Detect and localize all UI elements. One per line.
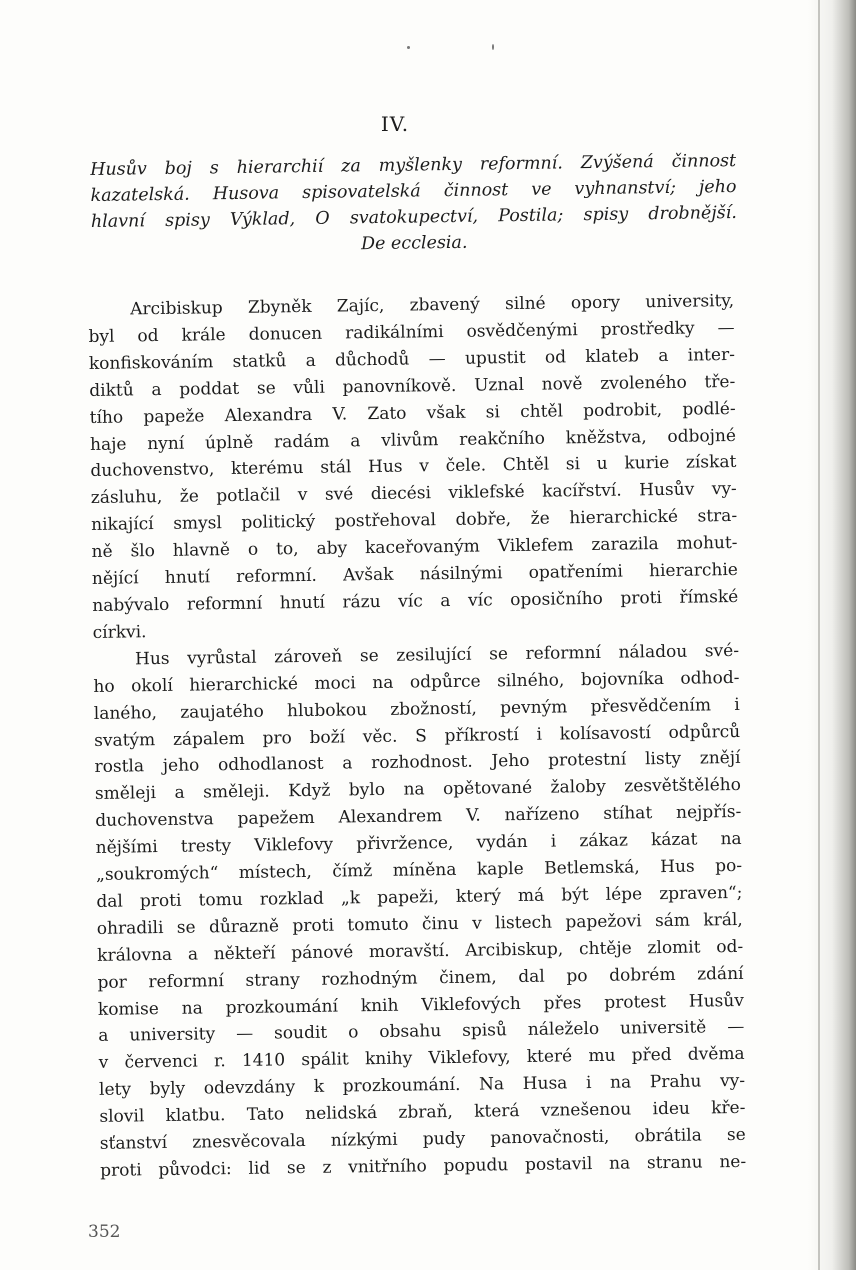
dust-speck (492, 44, 494, 50)
text-line: haje nyní úplně radám a vlivům reakčního kněžstva, odbojné (89, 425, 737, 455)
text-line: nikající smysl politický postřehoval dobře, že hierarchické stra- (91, 506, 738, 536)
text-line: nabývalo reformní hnutí rázu víc a víc oposičního proti římské (92, 586, 739, 616)
text-line: byl od krále donucen radikálními osvědčenými prostředky — (88, 317, 735, 347)
text-line: rostla jeho odhodlanost a rozhodnost. Jeho protestní listy znějí (94, 748, 741, 778)
text-line: církvi. (92, 622, 147, 643)
text-line: nějící hnutí reformní. Avšak násilnými opatřeními hierarchie (91, 560, 739, 590)
text-line: v červenci r. 1410 spálit knihy Viklefovy, které mu před dvěma (98, 1044, 745, 1074)
chapter-heading: IV. (380, 112, 410, 136)
text-line: sťanství znesvěcovala nízkými pudy panovačnosti, obrátila se (99, 1124, 746, 1155)
text-line: slovil klatbu. Tato nelidská zbraň, která vznešenou ideu kře- (99, 1098, 746, 1128)
text-line: královna a někteří pánové moravští. Arcibiskup, chtěje zlomit od- (97, 936, 744, 966)
text-line: nějšími tresty Viklefovy přivržence, vydán i zákaz kázat na (95, 829, 742, 859)
text-line: komise na prozkoumání knih Viklefových přes protest Husův (97, 990, 745, 1020)
page-edge-shadow (808, 0, 856, 1270)
text-line: ohradili se důrazně proti tomuto činu v listech papežovi sám král, (96, 909, 743, 939)
dust-speck (407, 46, 410, 49)
text-line: směleji a směleji. Když bylo na opětované žaloby zesvětštělého (94, 775, 742, 805)
text-line: tího papeže Alexandra V. Zato však si chtěl podrobit, podlé- (89, 398, 736, 428)
summary-line: kazatelská. Husova spisovatelská činnost ve vyhnanství; jeho (90, 176, 737, 206)
summary-line: Husův boj s hierarchií za myšlenky reformní. Zvýšená činnost (90, 150, 737, 180)
text-line: Hus vyrůstal zároveň se zesilující se reformní náladou své- (134, 640, 740, 670)
page-edge-line (818, 0, 820, 1270)
text-line: duchovenstvo, kterému stál Hus v čele. Chtěl si u kurie získat (90, 452, 737, 482)
summary-line: hlavní spisy Výklad, O svatokupectví, Postila; spisy drobnější. (90, 202, 737, 232)
body-text (88, 288, 746, 1185)
text-line: proti původci: lid se z vnitřního popudu postavil na stranu ne- (100, 1151, 747, 1181)
text-line: ně šlo hlavně o to, aby kaceřovaným Viklefem zarazila mohut- (91, 533, 738, 563)
text-line: duchovenstva papežem Alexandrem V. nařízeno stíhat nejpřís- (95, 802, 742, 832)
paragraph-2 (93, 638, 746, 1185)
text-line: a university — soudit o obsahu spisů náleželo universitě — (98, 1017, 745, 1047)
text-line: dal proti tomu rozklad „k papeži, který má být lépe zpraven“; (96, 882, 743, 912)
text-line: „soukromých“ místech, čímž míněna kaple Betlemská, Hus po- (95, 855, 743, 885)
summary-line: De ecclesia. (360, 232, 468, 255)
text-line: zásluhu, že potlačil v své diecési viklefské kacířství. Husův vy- (90, 479, 737, 509)
text-line: por reformní strany rozhodným činem, dal po dobrém zdání (97, 963, 744, 993)
text-line: laného, zaujatého hlubokou zbožností, pevným přesvědčením i (93, 694, 740, 724)
text-line: konfiskováním statků a důchodů — upustit od klateb a inter- (88, 344, 736, 374)
text-line: diktů a poddat se vůli panovníkově. Uznal nově zvoleného tře- (89, 371, 736, 401)
text-line: Arcibiskup Zbyněk Zajíc, zbavený silné opory university, (130, 290, 735, 320)
chapter-summary (90, 148, 737, 261)
paragraph-1 (88, 288, 739, 647)
text-line: svatým zápalem pro boží věc. S příkrostí i kolísavostí odpůrců (94, 721, 741, 751)
text-line: lety byly odevzdány k prozkoumání. Na Husa i na Prahu vy- (98, 1071, 746, 1101)
text-line: ho okolí hierarchické moci na odpůrce silného, bojovníka odhod- (93, 667, 740, 697)
page-number: 352 (88, 1222, 121, 1242)
